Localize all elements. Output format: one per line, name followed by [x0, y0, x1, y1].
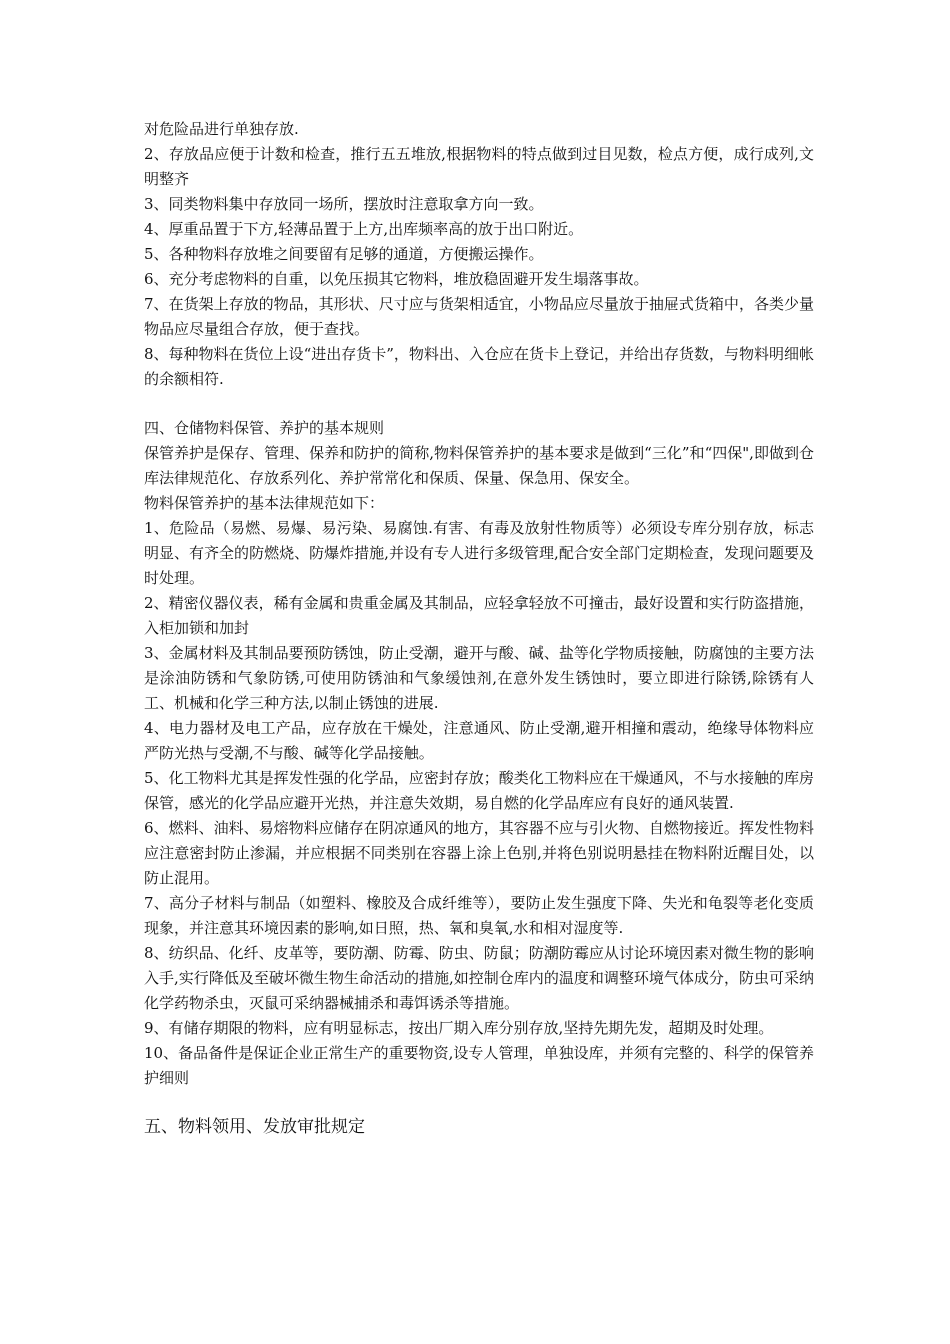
section-three-list [144, 117, 814, 392]
list-item: 1、危险品（易燃、易爆、易污染、易腐蚀.有害、有毒及放射性物质等）必须设专库分别存放，标志明显、有齐全的防燃烧、防爆炸措施,并设有专人进行多级管理,配合安全部门定期检查，发现问题要及时处理。 [144, 519, 814, 587]
section-heading: 五、物料领用、发放审批规定 [144, 1117, 365, 1137]
list-item: 5、各种物料存放堆之间要留有足够的通道，方便搬运操作。 [144, 245, 544, 263]
list-item: 2、精密仪器仪表，稀有金属和贵重金属及其制品，应轻拿轻放不可撞击，最好设置和实行防盗措施，入柜加锁和加封 [144, 594, 814, 637]
list-item: 6、充分考虑物料的自重，以免压损其它物料，堆放稳固避开发生塌落事故。 [144, 270, 649, 288]
list-item: 4、厚重品置于下方,轻薄品置于上方,出库频率高的放于出口附近。 [144, 220, 584, 238]
paragraph: 对危险品进行单独存放. [144, 120, 299, 138]
list-item: 7、在货架上存放的物品，其形状、尺寸应与货架相适宜，小物品应尽量放于抽屉式货箱中，各类少量物品应尽量组合存放，便于查找。 [144, 295, 814, 338]
rules-intro: 物料保管养护的基本法律规范如下： [144, 494, 385, 512]
list-item: 6、燃料、油料、易熔物料应储存在阴凉通风的地方，其容器不应与引火物、自燃物接近。挥发性物料应注意密封防止渗漏，并应根据不同类别在容器上涂上色别,并将色别说明悬挂在物料附近醒目处，以防止混用。 [144, 819, 814, 887]
list-item: 9、有储存期限的物料，应有明显标志，按出厂期入库分别存放,坚持先期先发，超期及时处理。 [144, 1019, 774, 1037]
list-item: 8、纺织品、化纤、皮革等，要防潮、防霉、防虫、防鼠；防潮防霉应从讨论环境因素对微生物的影响入手,实行降低及至破坏微生物生命活动的措施,如控制仓库内的温度和调整环境气体成分，防虫可采纳化学药物杀虫，灭鼠可采纳器械捕杀和毒饵诱杀等措施。 [144, 944, 814, 1012]
list-item: 3、同类物料集中存放同一场所，摆放时注意取拿方向一致。 [144, 195, 544, 213]
section-heading: 四、仓储物料保管、养护的基本规则 [144, 419, 385, 437]
list-item: 8、每种物料在货位上设“进出存货卡”，物料出、入仓应在货卡上登记，并给出存货数，与物料明细帐的余额相符. [144, 345, 814, 388]
list-item: 3、金属材料及其制品要预防锈蚀，防止受潮，避开与酸、碱、盐等化学物质接触，防腐蚀的主要方法是涂油防锈和气象防锈,可使用防锈油和气象缓蚀剂,在意外发生锈蚀时，要立即进行除锈,除锈有人工、机械和化学三种方法,以制止锈蚀的进展. [144, 644, 814, 712]
list-item: 10、备品备件是保证企业正常生产的重要物资,设专人管理，单独设库，并须有完整的、科学的保管养护细则 [144, 1044, 814, 1087]
section-five [144, 1113, 814, 1141]
list-item: 7、高分子材料与制品（如塑料、橡胶及合成纤维等），要防止发生强度下降、失光和龟裂等老化变质现象，并注意其环境因素的影响,如日照，热、氧和臭氧,水和相对湿度等. [144, 894, 814, 937]
section-four [144, 416, 814, 1091]
list-item: 4、电力器材及电工产品，应存放在干燥处，注意通风、防止受潮,避开相撞和震动，绝缘导体物料应严防光热与受潮,不与酸、碱等化学品接触。 [144, 719, 814, 762]
document-body [144, 117, 814, 1141]
section-intro: 保管养护是保存、管理、保养和防护的简称,物料保管养护的基本要求是做到“三化”和“四保",即做到仓库法律规范化、存放系列化、养护常常化和保质、保量、保急用、保安全。 [144, 444, 814, 487]
spacer [144, 1091, 814, 1113]
spacer [144, 392, 814, 416]
list-item: 5、化工物料尤其是挥发性强的化学品，应密封存放；酸类化工物料应在干燥通风，不与水接触的库房保管，感光的化学品应避开光热，并注意失效期，易自燃的化学品库应有良好的通风装置. [144, 769, 814, 812]
list-item: 2、存放品应便于计数和检查，推行五五堆放,根据物料的特点做到过目见数，检点方便，成行成列,文明整齐 [144, 145, 814, 188]
